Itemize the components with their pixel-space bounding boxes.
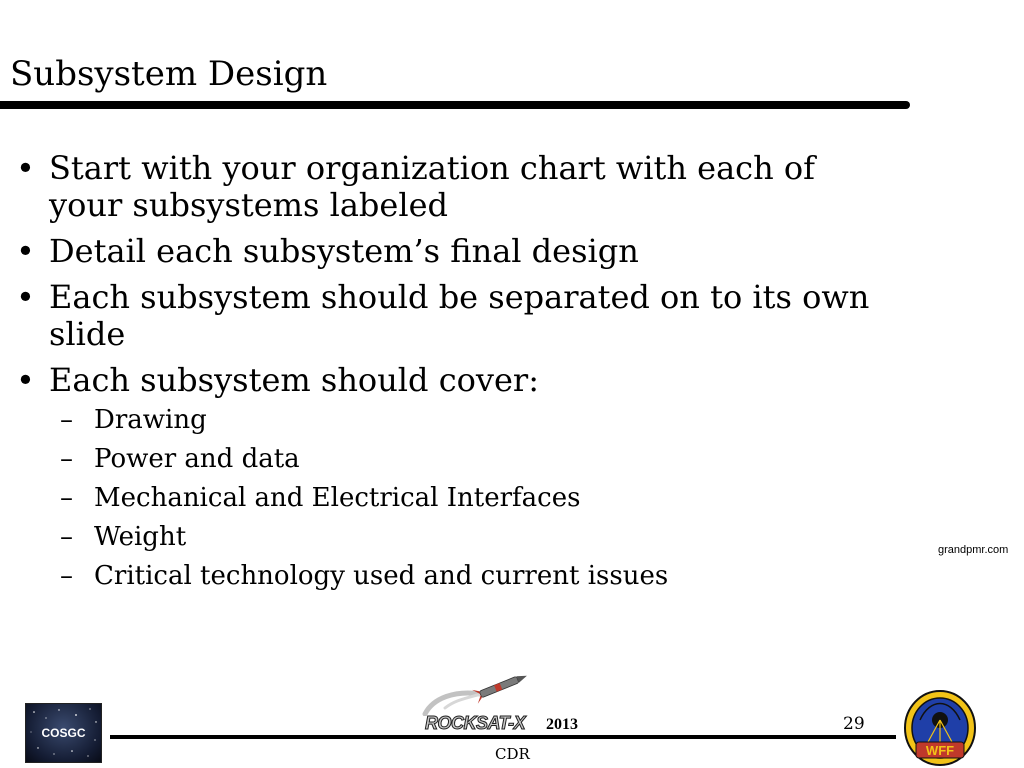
page-number: 29: [843, 714, 865, 734]
footer-year: 2013: [546, 716, 578, 733]
cosgc-logo-text: COSGC: [41, 726, 86, 740]
watermark-text: grandpmr.com: [938, 544, 1009, 556]
sub-bullet-item: – Critical technology used and current issues: [16, 557, 896, 596]
sub-bullet-item: – Weight: [16, 518, 896, 557]
bullet-item: • Each subsystem should cover:: [16, 362, 896, 399]
sub-bullet-item: – Power and data: [16, 440, 896, 479]
bullet-item: • Detail each subsystem’s final design: [16, 233, 896, 270]
sub-bullet-item: – Drawing: [16, 401, 896, 440]
rocksat-logo: [415, 672, 535, 740]
footer-label: CDR: [495, 745, 530, 763]
rocksat-logo-text: ROCKSAT-X: [425, 713, 526, 733]
bullet-item: • Start with your organization chart with each of your subsystems labeled: [16, 150, 896, 224]
bullet-item: • Each subsystem should be separated on to its own slide: [16, 279, 896, 353]
wff-patch-text: WFF: [925, 743, 955, 758]
wff-patch-logo: [902, 690, 978, 766]
title-divider: [0, 101, 910, 109]
sub-bullet-item: – Mechanical and Electrical Interfaces: [16, 479, 896, 518]
cosgc-logo: [25, 703, 102, 763]
bullet-list: [16, 150, 896, 596]
slide-title: Subsystem Design: [10, 54, 328, 94]
rocket-icon: [415, 672, 535, 716]
footer-divider: [110, 735, 896, 739]
